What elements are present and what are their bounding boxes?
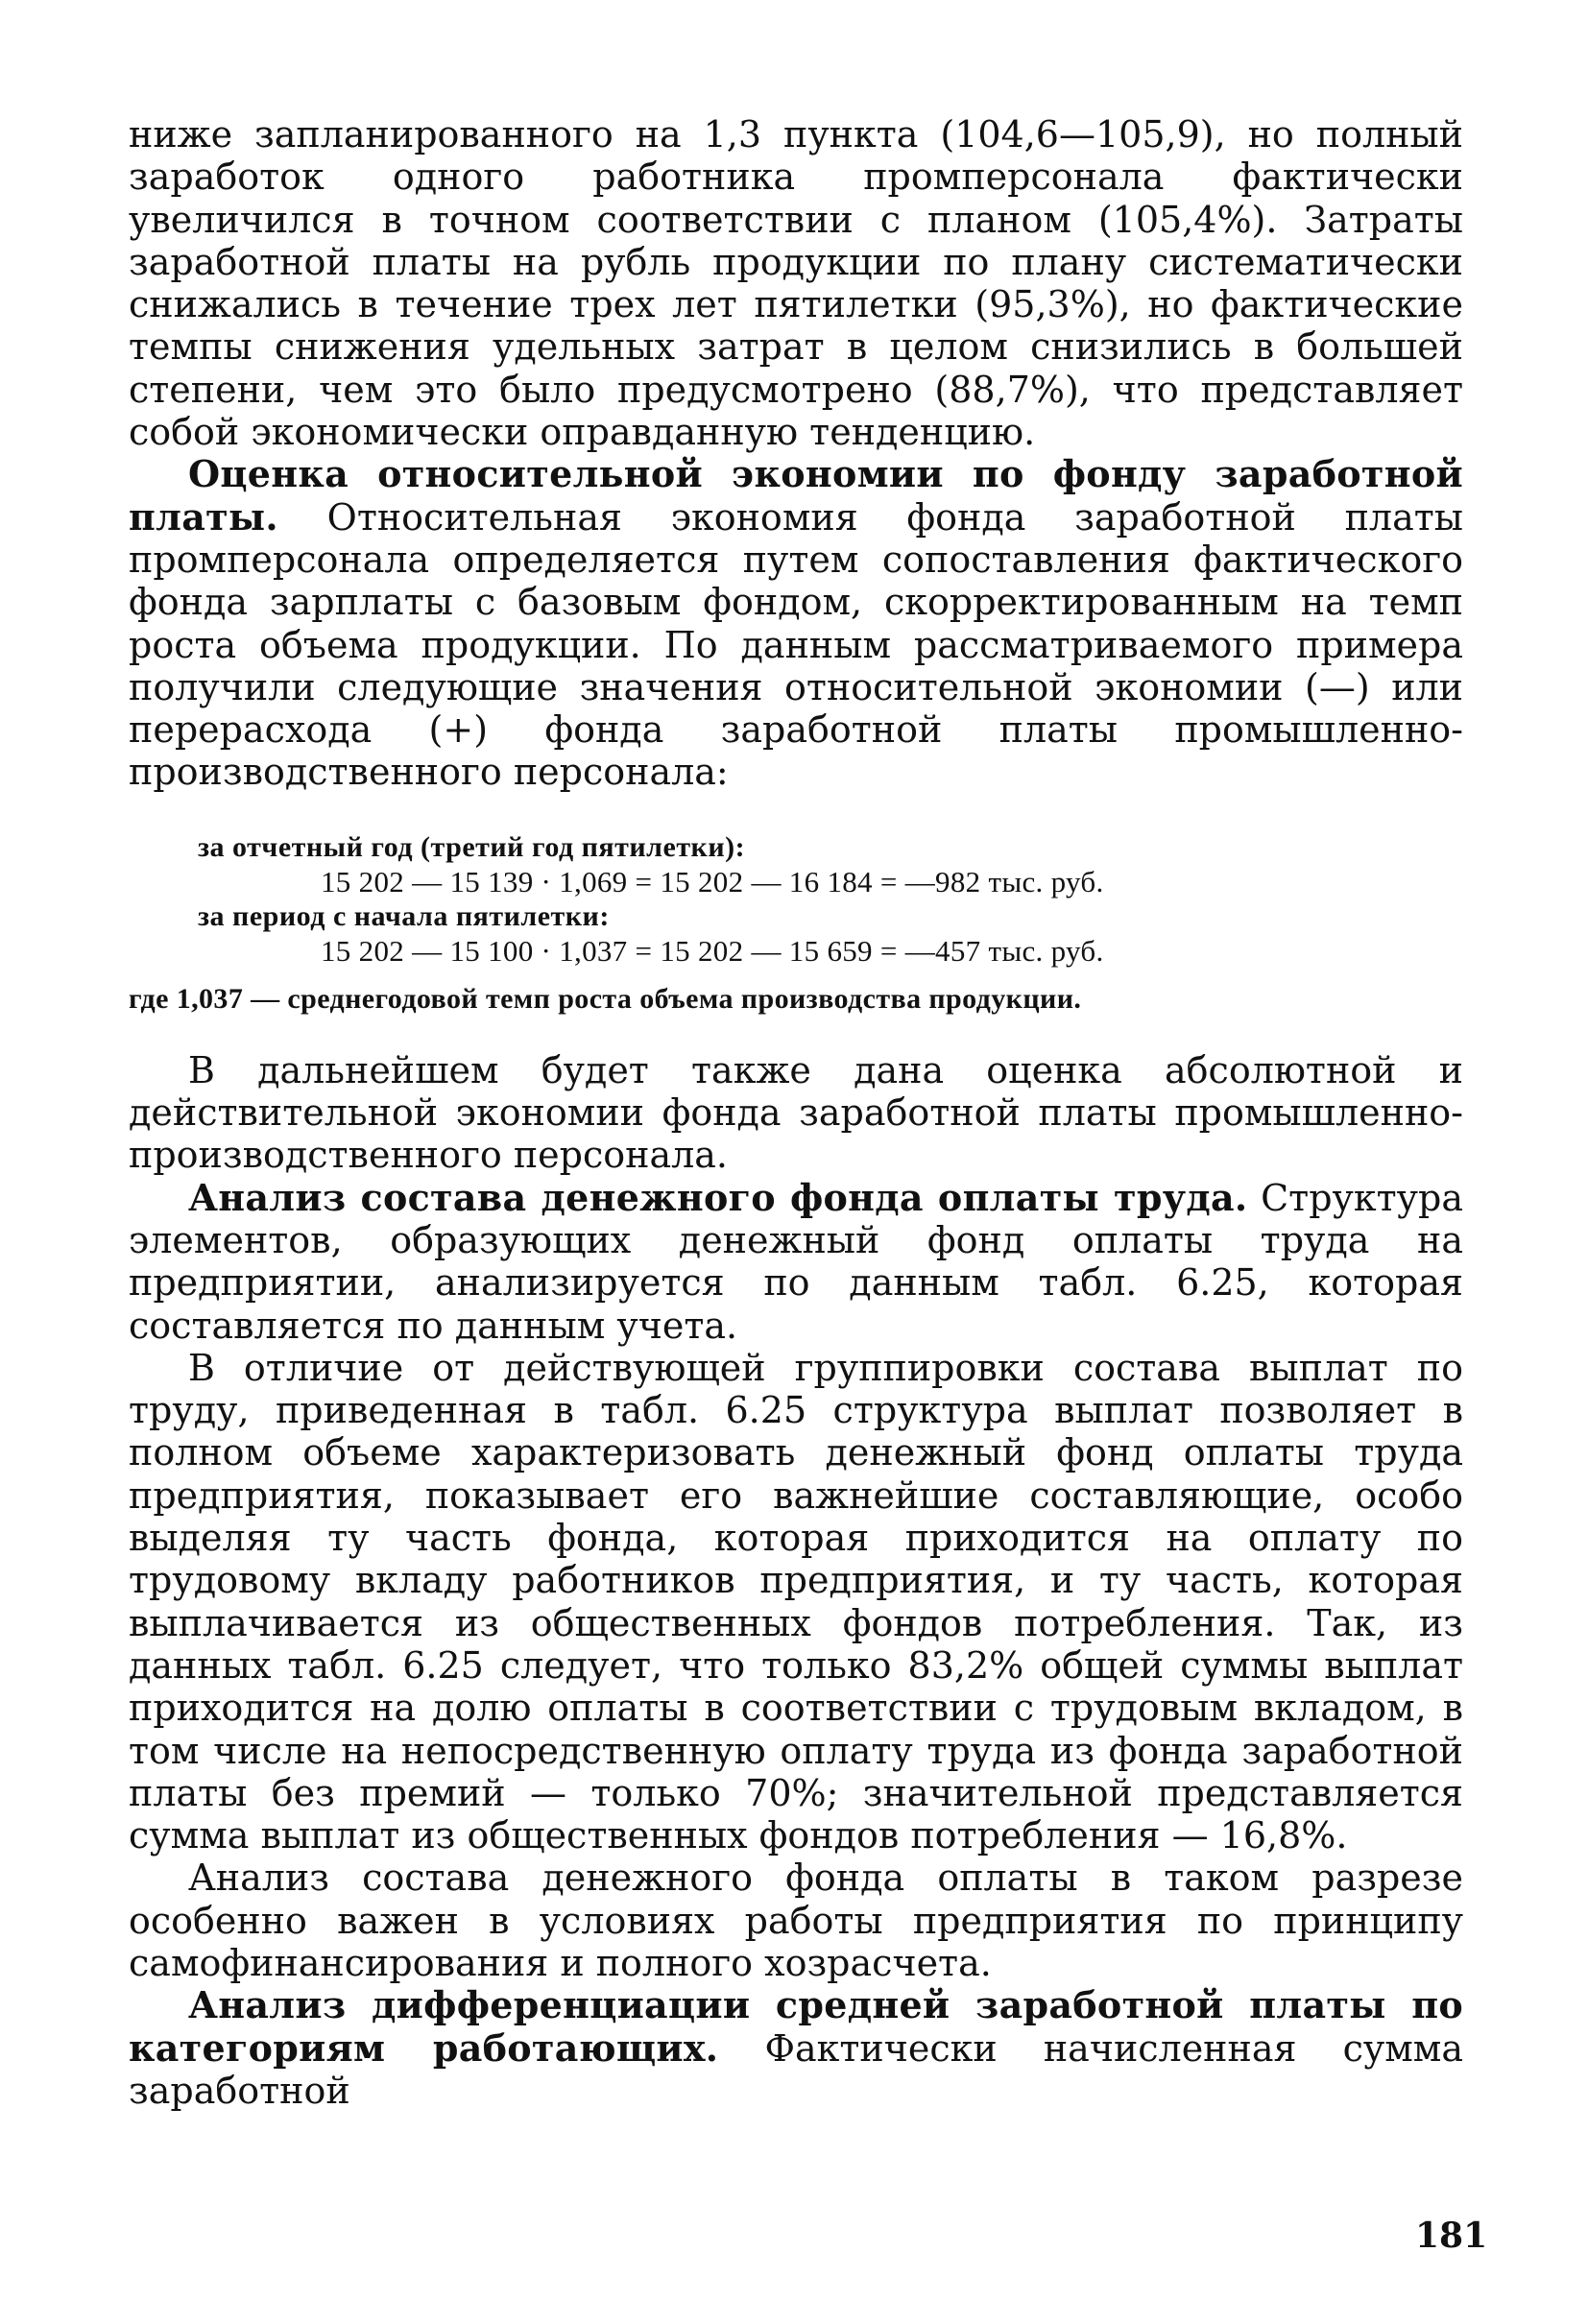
section-heading-fund-composition: Анализ состава денежного фонда оплаты труда. — [188, 1175, 1248, 1219]
page-body — [129, 113, 1463, 2112]
section-heading-wage-differentiation: Анализ дифференциации средней заработной платы по категориям работающих. — [129, 1983, 1463, 2070]
paragraph-3: В дальнейшем будет также дана оценка абсолютной и действительной экономии фонда заработной платы промышленно-производственного персонала. — [129, 1048, 1463, 1177]
paragraph-7-text: Фактически начисленная сумма заработной — [129, 2026, 1463, 2112]
paragraph-2 — [129, 453, 1463, 793]
formula-label-period: за период с начала пятилетки: — [198, 899, 610, 932]
formula-label-year: за отчетный год (третий год пятилетки): — [198, 830, 746, 863]
paragraph-7 — [129, 1984, 1463, 2112]
formula-equation-period: 15 202 — 15 100 · 1,037 = 15 202 — 15 659 = —457 тыс. руб. — [321, 933, 1104, 968]
formula-note: где 1,037 — среднегодовой темп роста объема производства продукции. — [129, 982, 1082, 1015]
paragraph-4 — [129, 1177, 1463, 1347]
paragraph-6: Анализ состава денежного фонда оплаты в таком разрезе особенно важен в условиях работы предприятия по принципу самофинансирования и полного хозрасчета. — [129, 1857, 1463, 1984]
paragraph-4-text: Структура элементов, образующих денежный фонд оплаты труда на предприятии, анализируется по данным табл. 6.25, которая составляется по данным учета. — [129, 1176, 1463, 1347]
formula-block — [129, 830, 1463, 1017]
section-heading-relative-economy: Оценка относительной экономии по фонду заработной платы. — [129, 452, 1463, 539]
paragraph-5: В отличие от действующей группировки состава выплат по труду, приведенная в табл. 6.25 структура выплат позволяет в полном объеме характеризовать денежный фонд оплаты труда предприятия, показывает его важнейшие составляющие, особо выделяя ту часть фонда, которая приходится на оплату по трудовому вкладу работников предприятия, и ту часть, которая выплачивается из общественных фондов потребления. Так, из данных табл. 6.25 следует, что только 83,2% общей суммы выплат приходится на долю оплаты в соответствии с трудовым вкладом, в том числе на непосредственную оплату труда из фонда заработной платы без премий — только 70%; значительной представляется сумма выплат из общественных фондов потребления — 16,8%. — [129, 1346, 1463, 1857]
paragraph-1: ниже запланированного на 1,3 пункта (104,6—105,9), но полный заработок одного работника промперсонала фактически увеличился в точном соответствии с планом (105,4%). Затраты заработной платы на рубль продукции по плану систематически снижались в течение трех лет пятилетки (95,3%), но фактические темпы снижения удельных затрат в целом снизились в большей степени, чем это было предусмотрено (88,7%), что представляет собой экономически оправданную тенденцию. — [129, 113, 1463, 454]
paragraph-2-text: Относительная экономия фонда заработной платы промперсонала определяется путем сопоставления фактического фонда зарплаты с базовым фондом, скорректированным на темп роста объема продукции. По данным рассматриваемого примера получили следующие значения относительной экономии (—) или перерасхода (+) фонда заработной платы промышленно-производственного персонала: — [129, 495, 1463, 794]
formula-equation-year: 15 202 — 15 139 · 1,069 = 15 202 — 16 184 = —982 тыс. руб. — [321, 864, 1104, 898]
page-number: 181 — [1415, 2216, 1488, 2256]
